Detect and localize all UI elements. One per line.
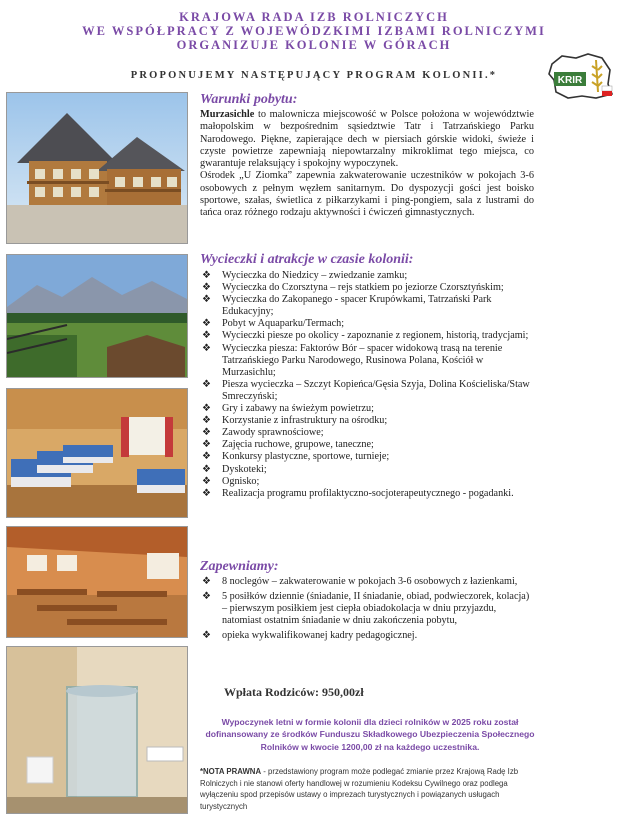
conditions-text: [200, 109, 534, 220]
conditions-title: Warunki pobytu:: [200, 92, 298, 107]
list-item: ❖ Konkursy plastyczne, sportowe, turnieje;: [202, 451, 390, 463]
bullet-icon: ❖: [202, 487, 211, 499]
list-item: ❖ Zawody sprawnościowe;: [202, 427, 324, 439]
trips-list: [200, 270, 534, 500]
bullet-icon: ❖: [202, 463, 211, 475]
dining-room-photo: [6, 526, 188, 638]
list-item: ❖ Wycieczka piesza: Faktorów Bór – spacer widokową trasą na terenie Tatrzańskiego Parku Narodowego, Rusinowa Polana, Kościół w Murzasichlu;: [202, 342, 503, 378]
list-item: ❖ Wycieczka do Niedzicy – zwiedzanie zamku;: [202, 270, 408, 281]
list-item: ❖ Wycieczka do Zakopanego - spacer Krupówkami, Tatrzański Park Edukacyjny;: [202, 294, 492, 318]
krir-logo: [546, 50, 616, 102]
header-line-2: WE WSPÓŁPRACY Z WOJEWÓDZKIMI IZBAMI ROLNICZYMI: [82, 24, 546, 38]
parent-payment: Wpłata Rodziców: 950,00zł: [224, 685, 364, 699]
mountain-landscape-photo: [6, 254, 188, 378]
guarantee-title: Zapewniamy:: [200, 559, 279, 574]
list-item: ❖ Gry i zabawy na świeżym powietrzu;: [202, 403, 374, 415]
bullet-icon: ❖: [202, 270, 211, 281]
bullet-icon: ❖: [202, 342, 211, 354]
logo-text: KRIR: [557, 75, 583, 86]
bullet-icon: ❖: [202, 451, 211, 463]
list-item: ❖ Wycieczki piesze po okolicy - zapoznanie z regionem, historią, tradycjami;: [202, 330, 529, 342]
bedroom-photo: [6, 388, 188, 518]
conditions-paragraph-1: [200, 109, 534, 170]
conditions-paragraph-2: Ośrodek „U Ziomka” zapewnia zakwaterowanie uczestników w pokojach 3-6 osobowych z pełnym węzłem sanitarnym. Do dyspozycji gości jest boisko sportowe, szałas, świetlica z piłkarzykami i ping-pongiem, sala z lustrami do tańca oraz różnego rodzaju aktywności i ćwiczeń gimnastycznych.: [200, 170, 534, 219]
legal-label: *NOTA PRAWNA: [200, 767, 262, 776]
guarantee-list: [200, 576, 534, 642]
page-header: [0, 10, 628, 52]
legal-text: - przedstawiony program może podlegać zmianie przez Krajową Radę Izb Rolniczych i nie stanowi oferty handlowej w rozumieniu Kodeksu Cywilnego oraz podlega wyłączeniu spod przepisów ustawy o imprezach turystycznych i powiązanych usługach turystycznych: [200, 767, 519, 811]
trips-title: Wycieczki i atrakcje w czasie kolonii:: [200, 252, 414, 267]
list-item: ❖ Realizacja programu profilaktyczno-socjoterapeutycznego - pogadanki.: [202, 487, 514, 499]
list-item: ❖ Wycieczka do Czorsztyna – rejs statkiem po jeziorze Czorsztyńskim;: [202, 282, 504, 294]
bullet-icon: ❖: [202, 415, 211, 427]
bullet-icon: ❖: [202, 403, 211, 415]
list-item: ❖ Piesza wycieczka – Szczyt Kopieńca/Gęsia Szyja, Dolina Kościeliska/Staw Smreczyński;: [202, 378, 530, 402]
legal-note: [200, 766, 536, 812]
bullet-icon: ❖: [202, 282, 211, 294]
bullet-icon: ❖: [202, 294, 211, 306]
header-line-3: ORGANIZUJE KOLONIE W GÓRACH: [176, 38, 452, 52]
header-line-1: KRAJOWA RADA IZB ROLNICZYCH: [179, 10, 449, 24]
funding-note: Wypoczynek letni w formie kolonii dla dzieci rolników w 2025 roku został dofinansowany ze środków Funduszu Składkowego Ubezpieczenia Społecznego Rolników w kwocie 1200,00 zł na każdego uczestnika.: [205, 717, 535, 752]
bullet-icon: ❖: [202, 475, 211, 487]
list-item: ❖ Ognisko;: [202, 475, 260, 487]
list-item: ❖ Pobyt w Aquaparku/Termach;: [202, 318, 345, 330]
bullet-icon: ❖: [202, 318, 211, 330]
bathroom-photo: [6, 646, 188, 814]
conditions-p1: to malownicza miejscowość w Polsce położona w województwie małopolskim w bezpośrednim sąsiedztwie Tatr i Tatrzańskiego Parku Narodowego. Piękne, zapierające dech w piersiach górskie widoki, świeże i czyste powietrze zapewniają niepowtarzalny mikroklimat tego miejsca, co gwarantuje relaksujący i spokojny wypoczynek.: [200, 109, 534, 170]
list-item: ❖ 8 noclegów – zakwaterowanie w pokojach 3-6 osobowych z łazienkami,: [202, 576, 518, 587]
bullet-icon: ❖: [202, 330, 211, 342]
conditions-lead: Murzasichle: [200, 109, 255, 120]
bullet-icon: ❖: [202, 630, 211, 642]
bullet-icon: ❖: [202, 576, 211, 587]
bullet-icon: ❖: [202, 378, 211, 390]
bullet-icon: ❖: [202, 439, 211, 451]
chalet-photo: [6, 92, 188, 244]
list-item: ❖ Dyskoteki;: [202, 463, 267, 475]
list-item: ❖ Korzystanie z infrastruktury na ośrodku;: [202, 415, 388, 427]
list-item: ❖ Zajęcia ruchowe, grupowe, taneczne;: [202, 439, 374, 451]
list-item: ❖ opieka wykwalifikowanej kadry pedagogicznej.: [202, 630, 418, 642]
program-subheading: PROPONUJEMY NASTĘPUJĄCY PROGRAM KOLONII.*: [130, 70, 498, 81]
bullet-icon: ❖: [202, 427, 211, 439]
list-item: ❖ 5 posiłków dziennie (śniadanie, II śniadanie, obiad, podwieczorek, kolacja) – pierwszym posiłkiem jest ciepła obiadokolacja w dniu przyjazdu, natomiast ostatnim śniadanie w dniu zakończenia pobytu,: [202, 591, 530, 627]
bullet-icon: ❖: [202, 591, 211, 603]
